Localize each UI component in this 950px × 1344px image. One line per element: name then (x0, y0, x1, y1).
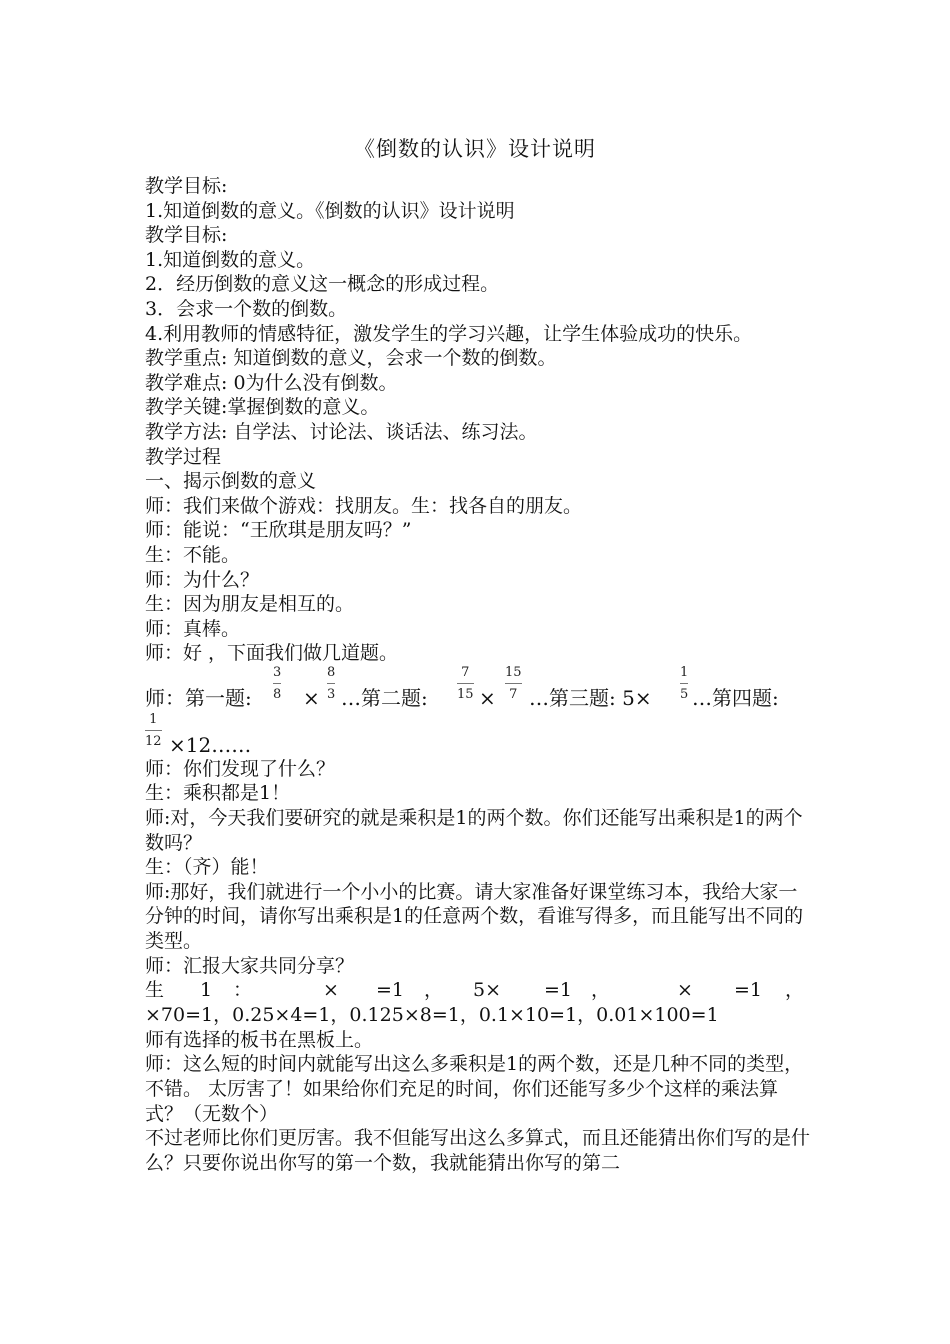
fraction-numerator: 1 (680, 664, 689, 680)
answer-token: 1 (200, 979, 213, 1002)
answer-token: =1 (376, 979, 405, 1002)
text-line: 师：我们来做个游戏：找朋友。生：找各自的朋友。 (145, 494, 583, 517)
fraction-bar (680, 683, 688, 684)
math-exercise-row-2 (145, 710, 810, 757)
fraction-1-5 (680, 666, 688, 702)
fraction-bar (273, 683, 281, 684)
document-body (145, 174, 810, 1175)
text-line: ×70=1，0.25×4=1，0.125×8=1，0.1×10=1，0.01×100=1 (145, 1004, 719, 1027)
answer-token: ： (233, 979, 253, 1002)
text-line: 教学目标: (145, 175, 228, 197)
answer-row (145, 978, 810, 1003)
fraction-denominator: 7 (509, 686, 518, 702)
fraction-denominator: 5 (680, 686, 689, 702)
answer-token: =1 (734, 979, 763, 1002)
answer-token: ， (591, 979, 611, 1002)
fraction-15-7 (505, 666, 522, 702)
text-line: 教学目标: (145, 224, 228, 247)
fraction-numerator: 3 (273, 664, 282, 680)
math-question-2: …第二题: (341, 685, 428, 710)
text-line: 1.知道倒数的意义。《倒数的认识》设计说明 (145, 199, 515, 222)
text-line: 师有选择的板书在黑板上。 (145, 1028, 374, 1051)
document-title: 《倒数的认识》设计说明 (354, 137, 596, 161)
fraction-numerator: 15 (505, 664, 522, 680)
fraction-denominator: 8 (273, 686, 282, 702)
fraction-numerator: 8 (327, 664, 336, 680)
fraction-numerator: 1 (149, 711, 158, 727)
answer-token: × (323, 979, 339, 1002)
text-line: 教学方法: 自学法、讨论法、谈话法、练习法。 (145, 420, 538, 443)
text-line: 3．会求一个数的倒数。 (145, 297, 348, 320)
text-line: 生：（齐）能！ (145, 856, 269, 879)
fraction-bar (327, 683, 335, 684)
fraction-1-12 (145, 713, 162, 749)
math-tail: ×12…… (169, 732, 252, 757)
fraction-3-8 (273, 666, 281, 702)
fraction-bar (145, 730, 162, 731)
text-line: 生：乘积都是1！ (145, 782, 291, 805)
fraction-denominator: 3 (327, 686, 336, 702)
text-line: 师：真棒。 (145, 617, 241, 640)
math-exercise-row (145, 666, 810, 710)
answer-token: × (677, 979, 693, 1002)
text-paragraph: 师:那好，我们就进行一个小小的比赛。请大家准备好课堂练习本，我给大家一分钟的时间，请你写出乘积是1的任意两个数，看谁写得多，而且能写出不同的类型。 (145, 880, 804, 953)
fraction-7-15 (457, 666, 474, 702)
text-line: 教学关键:掌握倒数的意义。 (145, 396, 380, 419)
text-paragraph: 师:对，今天我们要研究的就是乘积是1的两个数。你们还能写出乘积是1的两个数吗？ (145, 807, 803, 854)
text-line: 2．经历倒数的意义这一概念的形成过程。 (145, 273, 500, 296)
text-line: 1.知道倒数的意义。 (145, 248, 316, 271)
math-question-4: …第四题: (692, 685, 779, 710)
text-line: 教学过程 (145, 445, 222, 468)
text-paragraph: 不过老师比你们更厉害。我不但能写出这么多算式，而且还能猜出你们写的是什么？只要你说出你写的第一个数，我就能猜出你写的第二 (145, 1127, 811, 1174)
text-line: 师：你们发现了什么？ (145, 757, 336, 780)
text-line: 师：汇报大家共同分享？ (145, 954, 355, 977)
fraction-bar (457, 683, 474, 684)
text-paragraph: 师：这么短的时间内就能写出这么多乘积是1的两个数，还是几种不同的类型，不错。 太厉害了！如果给你们充足的时间，你们还能写多少个这样的乘法算式？（无数个） (145, 1053, 804, 1125)
answer-token: =1 (544, 979, 573, 1002)
text-line: 教学难点: 0为什么没有倒数。 (145, 371, 398, 394)
text-line: 师：好 ，下面我们做几道题。 (145, 642, 399, 665)
fraction-denominator: 15 (457, 686, 474, 702)
math-lead: 师：第一题: (145, 685, 252, 710)
fraction-8-3 (327, 666, 335, 702)
text-line: 生：因为朋友是相互的。 (145, 593, 355, 616)
answer-token: ， (785, 979, 805, 1002)
text-line: 生：不能。 (145, 543, 241, 566)
text-line: 师：为什么？ (145, 568, 260, 591)
times-sign: × (479, 685, 496, 710)
text-line: 师：能说：“王欣琪是朋友吗？” (145, 519, 412, 542)
answer-token: ， (424, 979, 444, 1002)
text-paragraph: 4.利用教师的情感特征，激发学生的学习兴趣，让学生体验成功的快乐。 (145, 322, 753, 345)
text-line: 一、揭示倒数的意义 (145, 470, 317, 493)
fraction-bar (505, 683, 522, 684)
fraction-denominator: 12 (145, 733, 162, 749)
text-line: 教学重点: 知道倒数的意义，会求一个数的倒数。 (145, 347, 557, 370)
times-sign: × (303, 685, 320, 710)
fraction-numerator: 7 (461, 664, 470, 680)
math-question-3: …第三题: 5× (529, 685, 652, 710)
answer-token: 生 (145, 979, 165, 1002)
answer-token: 5× (473, 979, 502, 1002)
